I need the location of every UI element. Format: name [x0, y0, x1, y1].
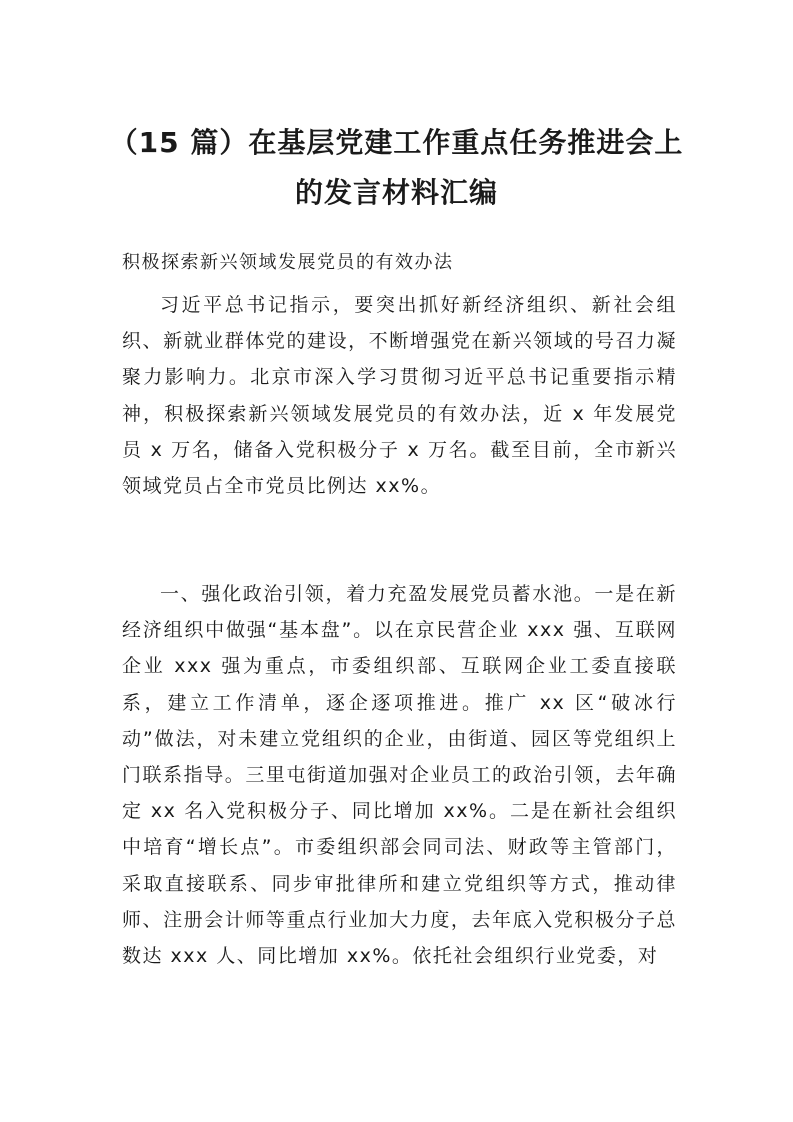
document-title: （15 篇）在基层党建工作重点任务推进会上的发言材料汇编 [109, 126, 684, 209]
body-paragraph: 一、强化政治引领，着力充盈发展党员蓄水池。一是在新经济组织中做强“基本盘”。以在京民营企业 xxx 强、互联网企业 xxx 强为重点，市委组织部、互联网企业工委直接联系，建立工作清单，逐企逐项推进。推广 xx 区“破冰行动”做法，对未建立党组织的企业，由街道、园区等党组织上门联系指导。三里屯街道加强对企业员工的政治引领，去年确定 xx 名入党积极分子、同比增加 xx%。二是在新社会组织中培育“增长点”。市委组织部会同司法、财政等主管部门，采取直接联系、同步审批律所和建立党组织等方式，推动律师、注册会计师等重点行业加大力度，去年底入党积极分子总数达 xxx 人、同比增加 xx%。依托社会组织行业党委，对 [122, 583, 677, 968]
section-heading: 积极探索新兴领域发展党员的有效办法 [122, 252, 454, 273]
body-paragraph: 习近平总书记指示，要突出抓好新经济组织、新社会组织、新就业群体党的建设，不断增强党在新兴领域的号召力凝聚力影响力。北京市深入学习贯彻习近平总书记重要指示精神，积极探索新兴领域发展党员的有效办法，近 x 年发展党员 x 万名，储备入党积极分子 x 万名。截至目前，全市新兴领域党员占全市党员比例达 xx%。 [122, 294, 677, 498]
